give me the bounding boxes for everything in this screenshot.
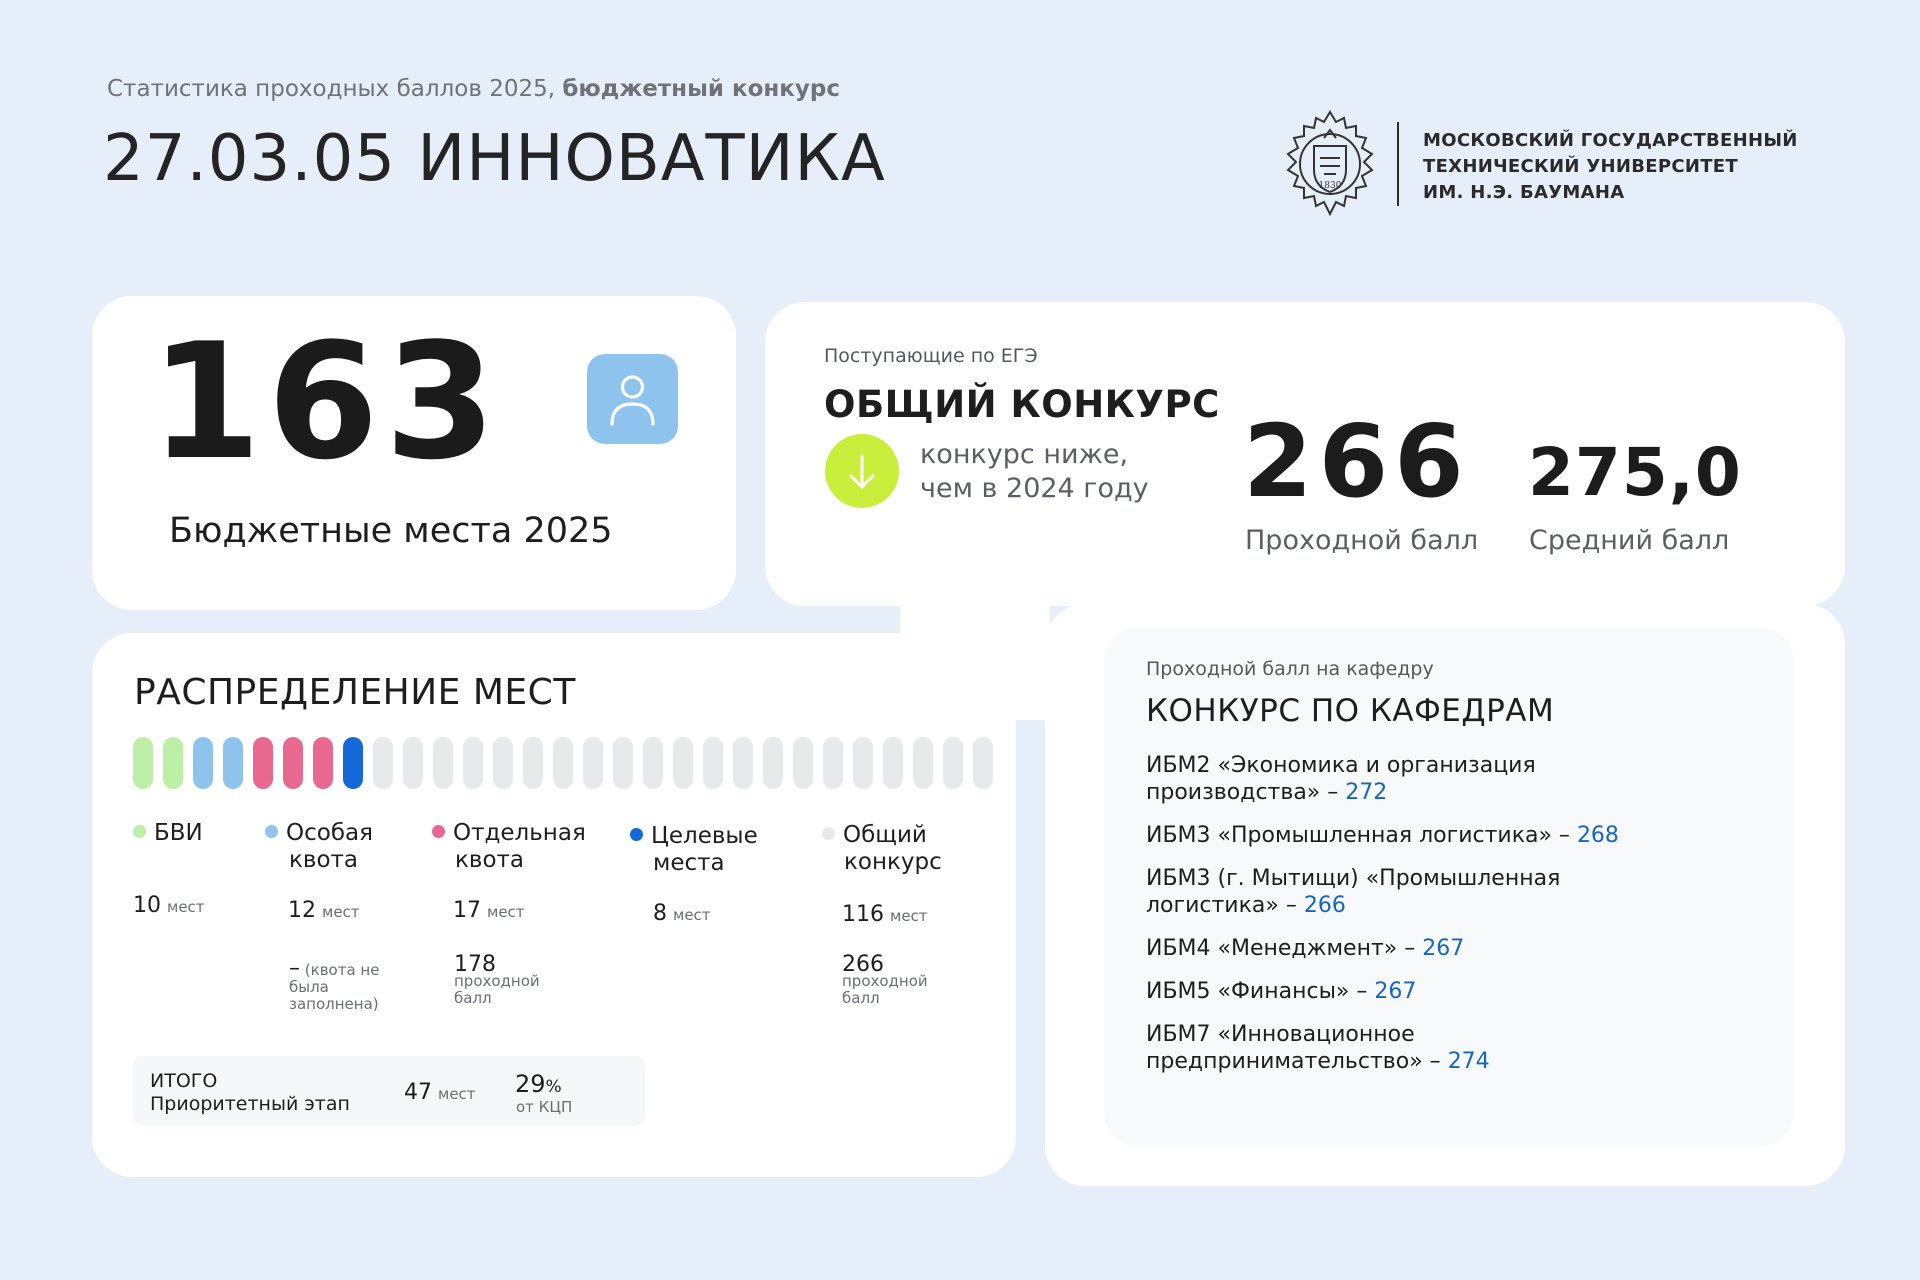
subtitle-prefix: Статистика проходных баллов 2025, xyxy=(107,76,556,102)
department-name: ИБМ4 «Менеджмент» xyxy=(1146,936,1398,961)
category-count xyxy=(288,898,360,923)
category-dot xyxy=(630,828,643,841)
seat-segment xyxy=(133,737,153,789)
seat-segment xyxy=(403,737,423,789)
category-extra-note: (квота не была заполнена) xyxy=(289,961,380,1013)
category-count xyxy=(653,901,711,926)
department-name: ИБМ5 «Финансы» xyxy=(1146,979,1350,1004)
seat-segment xyxy=(613,737,633,789)
total-label-line: ИТОГО xyxy=(150,1070,218,1092)
departments-heading: КОНКУРС ПО КАФЕДРАМ xyxy=(1146,693,1555,729)
trend-badge xyxy=(825,434,899,508)
seat-segment xyxy=(253,737,273,789)
category-dot xyxy=(133,825,146,838)
category-label: квота xyxy=(289,847,359,873)
category-extra xyxy=(842,952,952,1007)
seat-segment xyxy=(673,737,693,789)
category-extra xyxy=(289,956,399,1013)
category-general xyxy=(822,822,942,876)
category-count xyxy=(453,898,525,923)
category-extra xyxy=(454,952,564,1007)
pass-score-value: 266 xyxy=(1243,403,1470,520)
category-dot xyxy=(432,825,445,838)
total-seats-unit: мест xyxy=(438,1085,476,1103)
university-name-line: МОСКОВСКИЙ ГОСУДАРСТВЕННЫЙ xyxy=(1423,130,1798,151)
category-count-value: 17 xyxy=(453,898,481,923)
seat-segment xyxy=(283,737,303,789)
department-score: 272 xyxy=(1345,780,1388,805)
category-label: конкурс xyxy=(844,849,942,875)
seat-segment xyxy=(703,737,723,789)
university-name-line: ТЕХНИЧЕСКИЙ УНИВЕРСИТЕТ xyxy=(1423,156,1738,177)
user-icon xyxy=(587,354,678,444)
category-dot xyxy=(265,825,278,838)
budget-seats-label: Бюджетные места 2025 xyxy=(169,511,613,551)
category-count xyxy=(842,902,928,927)
seat-segment xyxy=(193,737,213,789)
category-extra-value: 178 xyxy=(454,952,496,977)
total-percent-sign: % xyxy=(545,1077,562,1097)
subtitle-bold: бюджетный конкурс xyxy=(562,76,841,102)
university-name-line: ИМ. Н.Э. БАУМАНА xyxy=(1423,182,1625,203)
seat-segment xyxy=(493,737,513,789)
seat-segment xyxy=(973,737,993,789)
category-count-unit: мест xyxy=(673,906,711,924)
university-emblem xyxy=(1280,108,1380,220)
department-item: ИБМ7 «Инновационное предпринимательство» – 274 xyxy=(1146,1022,1490,1074)
ege-caption: Поступающие по ЕГЭ xyxy=(824,345,1038,367)
seat-segment xyxy=(223,737,243,789)
seat-segment xyxy=(853,737,873,789)
total-seats-value: 47 xyxy=(404,1080,432,1105)
category-count-value: 12 xyxy=(288,898,316,923)
departments-caption: Проходной балл на кафедру xyxy=(1146,658,1434,680)
seat-segment xyxy=(883,737,903,789)
department-name: ИБМ7 «Инновационное предпринимательство» xyxy=(1146,1022,1423,1074)
logo-divider xyxy=(1397,122,1399,206)
seat-segment xyxy=(823,737,843,789)
trend-text xyxy=(920,438,1149,506)
seat-segment xyxy=(733,737,753,789)
category-label: Отдельная xyxy=(453,820,586,846)
avg-score-value: 275,0 xyxy=(1528,434,1742,511)
department-item: ИБМ2 «Экономика и организация производства» – 272 xyxy=(1146,753,1536,805)
trend-line: конкурс ниже, xyxy=(920,439,1129,470)
total-label-line: Приоритетный этап xyxy=(150,1093,350,1115)
ege-heading: ОБЩИЙ КОНКУРС xyxy=(824,383,1220,426)
department-item: ИБМ3 «Промышленная логистика» – 268 xyxy=(1146,823,1619,848)
department-score: 266 xyxy=(1303,893,1346,918)
seat-segment xyxy=(793,737,813,789)
category-label: Особая xyxy=(286,820,373,846)
trend-line: чем в 2024 году xyxy=(920,473,1149,504)
seat-segment xyxy=(583,737,603,789)
category-count-value: 116 xyxy=(842,902,884,927)
category-label: квота xyxy=(455,847,525,873)
department-item: ИБМ3 (г. Мытищи) «Промышленная логистика» – 266 xyxy=(1146,866,1561,918)
user-icon-badge xyxy=(587,354,678,444)
seat-segment xyxy=(553,737,573,789)
category-count-value: 8 xyxy=(653,901,667,926)
category-count-value: 10 xyxy=(133,893,161,918)
category-count xyxy=(133,893,205,918)
department-score: 267 xyxy=(1422,936,1465,961)
department-item: ИБМ5 «Финансы» – 267 xyxy=(1146,979,1417,1004)
page-title: 27.03.05 ИННОВАТИКА xyxy=(103,122,886,196)
seat-segment xyxy=(313,737,333,789)
total-seats xyxy=(404,1080,476,1105)
category-extra-note: проходной балл xyxy=(842,972,928,1007)
total-percent xyxy=(515,1070,562,1098)
department-score: 274 xyxy=(1447,1049,1490,1074)
department-score: 268 xyxy=(1576,823,1619,848)
category-count-unit: мест xyxy=(487,903,525,921)
category-separate-quota xyxy=(432,820,586,874)
category-label: места xyxy=(653,850,725,876)
university-name xyxy=(1423,128,1798,206)
category-label: Общий xyxy=(843,822,927,848)
category-count-unit: мест xyxy=(322,903,360,921)
seat-segment xyxy=(433,737,453,789)
seat-bar xyxy=(133,737,993,791)
category-extra-value: 266 xyxy=(842,952,884,977)
department-score: 267 xyxy=(1374,979,1417,1004)
category-count-unit: мест xyxy=(167,898,205,916)
avg-score-label: Средний балл xyxy=(1529,525,1730,556)
logo-year: 1830 xyxy=(1318,181,1342,191)
category-dot xyxy=(822,827,835,840)
department-name: ИБМ3 «Промышленная логистика» xyxy=(1146,823,1552,848)
category-extra-value: – xyxy=(289,956,300,981)
seat-segment xyxy=(943,737,963,789)
budget-seats-value: 163 xyxy=(150,308,502,495)
category-count-unit: мест xyxy=(890,907,928,925)
seat-segment xyxy=(343,737,363,789)
category-bvi xyxy=(133,820,203,847)
page-subtitle xyxy=(107,76,840,102)
category-label: БВИ xyxy=(154,820,203,846)
distribution-heading: РАСПРЕДЕЛЕНИЕ МЕСТ xyxy=(134,672,576,713)
seat-segment xyxy=(523,737,543,789)
category-special-quota xyxy=(265,820,373,874)
department-name: ИБМ2 «Экономика и организация производства» xyxy=(1146,753,1536,805)
seat-segment xyxy=(763,737,783,789)
seat-segment xyxy=(913,737,933,789)
total-label xyxy=(150,1070,350,1116)
category-label: Целевые xyxy=(651,823,758,849)
category-extra-note: проходной балл xyxy=(454,972,540,1007)
departments-list xyxy=(1146,752,1766,1091)
total-percent-note: от КЦП xyxy=(516,1098,573,1116)
seat-segment xyxy=(373,737,393,789)
seat-segment xyxy=(463,737,483,789)
department-item: ИБМ4 «Менеджмент» – 267 xyxy=(1146,936,1465,961)
seat-segment xyxy=(643,737,663,789)
department-name: ИБМ3 (г. Мытищи) «Промышленная логистика» xyxy=(1146,866,1561,918)
seat-segment xyxy=(163,737,183,789)
total-percent-value: 29 xyxy=(515,1070,546,1098)
arrow-down-icon xyxy=(825,434,899,508)
pass-score-label: Проходной балл xyxy=(1245,525,1479,556)
category-target xyxy=(630,823,758,877)
